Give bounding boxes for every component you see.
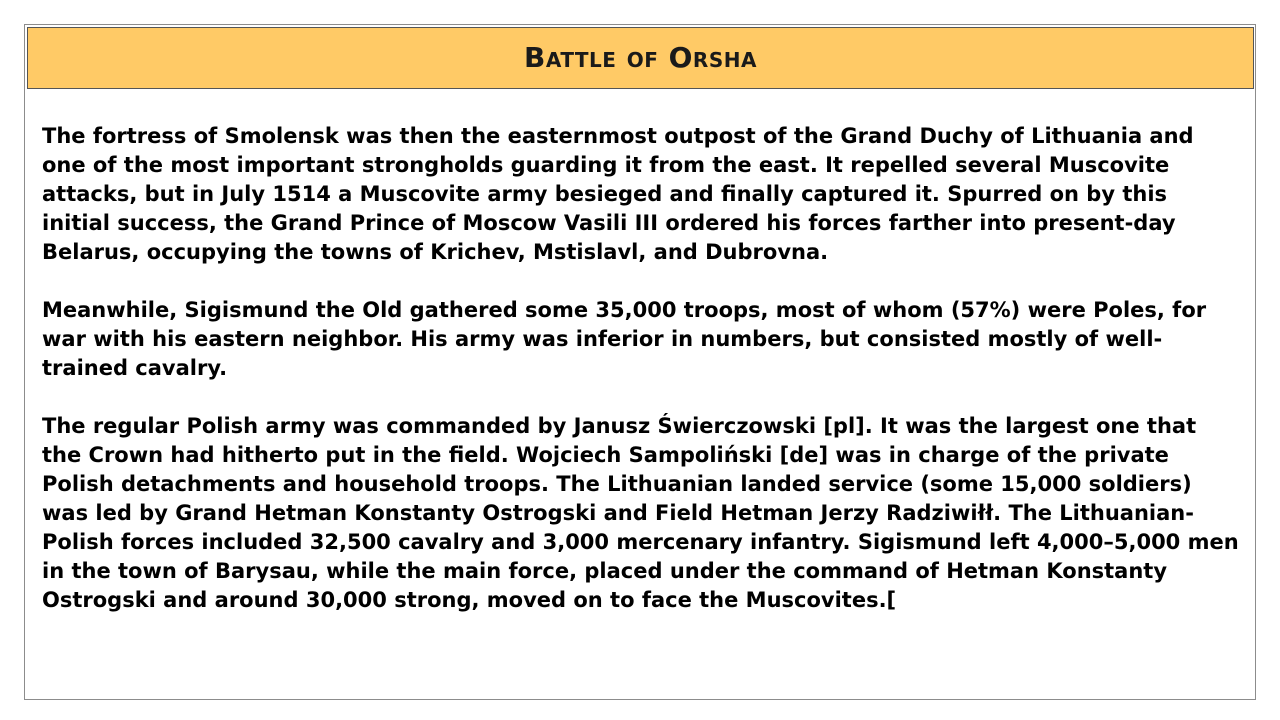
title-bar bbox=[27, 27, 1254, 89]
paragraph-sigismund-troops: Meanwhile, Sigismund the Old gathered some 35,000 troops, most of whom (57%) were Poles, for war with his eastern neighbor. His army was inferior in numbers, but consisted mostly of well-trained cavalry. bbox=[42, 298, 1207, 380]
slide-title: Battle of Orsha bbox=[524, 41, 757, 74]
paragraph-smolensk: The fortress of Smolensk was then the easternmost outpost of the Grand Duchy of Lithuania and one of the most important strongholds guarding it from the east. It repelled several Muscovite attacks, but in July 1514 a Muscovite army besieged and finally captured it. Spurred on by this initial success, the Grand Prince of Moscow Vasili III ordered his forces farther into present-day Belarus, occupying the towns of Krichev, Mstislavl, and Dubrovna. bbox=[42, 124, 1194, 264]
slide-body bbox=[42, 122, 1242, 615]
paragraph-polish-army: The regular Polish army was commanded by Janusz Świerczowski [pl]. It was the largest one that the Crown had hitherto put in the field. Wojciech Sampoliński [de] was in charge of the private Polish detachments and household troops. The Lithuanian landed service (some 15,000 soldiers) was led by Grand Hetman Konstanty Ostrogski and Field Hetman Jerzy Radziwiłł. The Lithuanian-Polish forces included 32,500 cavalry and 3,000 mercenary infantry. Sigismund left 4,000–5,000 men in the town of Barysau, while the main force, placed under the command of Hetman Konstanty Ostrogski and around 30,000 strong, moved on to face the Muscovites.[ bbox=[42, 414, 1239, 612]
